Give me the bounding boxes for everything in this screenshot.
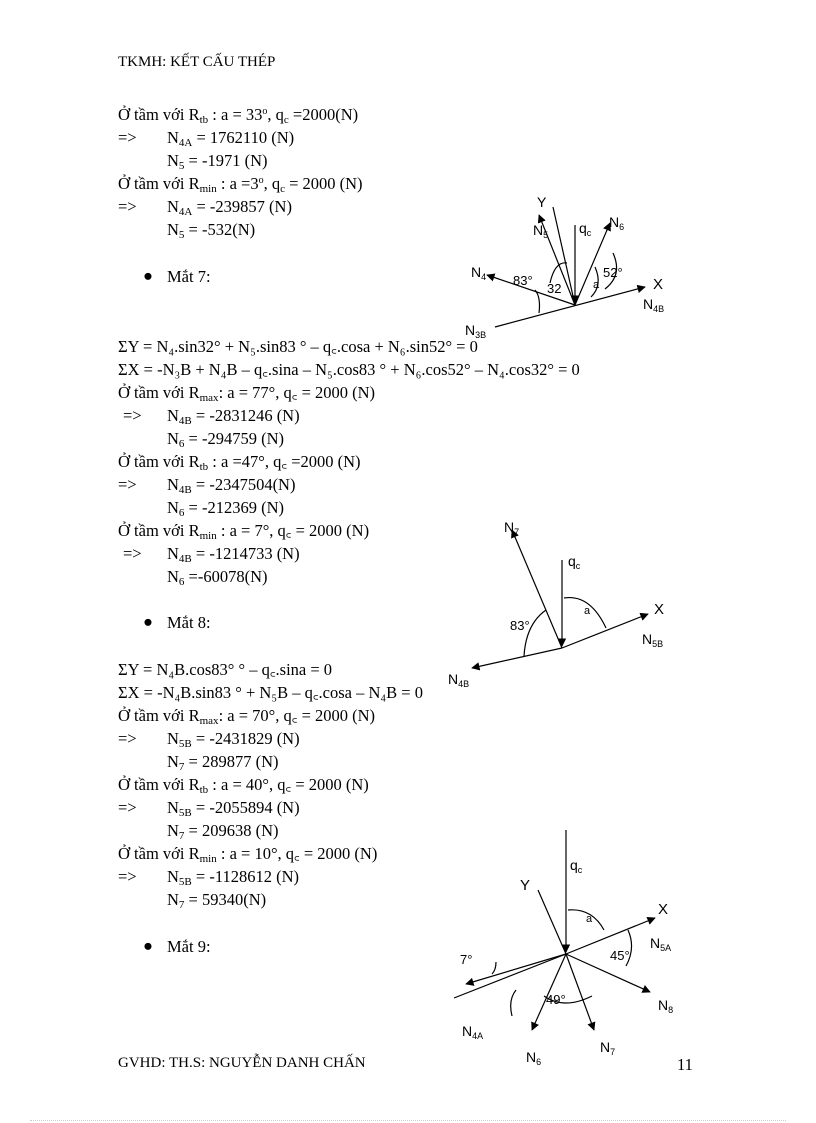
bullet-icon: ● [143, 936, 153, 955]
force-diagram-node9 [440, 830, 700, 1080]
equation-sum-x: ΣX = -N₃B + N₄B – q꜀.sina – N₅.cos83 ° + N₆.cos52° – N₄.cos32° = 0 [118, 360, 580, 379]
arrow-symbol: => [123, 406, 142, 425]
label-n7: $N_7$ [504, 519, 520, 537]
label-angle-a: a [584, 605, 591, 617]
result-n6: $N_6 =-60078(N)$ [167, 567, 268, 588]
label-qc: $q_c$ [570, 857, 583, 875]
result-n7: $N_7 = 289877$ (N) [167, 752, 279, 773]
force-diagram-node7 [455, 185, 695, 345]
label-angle-49: 49° [546, 992, 566, 1007]
condition-min-line: Ở tầm với $R_{min}$ : a = 7°, q꜀ = 2000 (N) [118, 521, 370, 542]
label-qc: $q_c$ [568, 553, 581, 571]
label-angle-7: 7° [460, 952, 473, 967]
label-x: X [658, 901, 669, 918]
result-n5b: $N_{5B} = -2055894$ (N) [167, 798, 300, 819]
condition-tb-line: Ở tầm với $R_{tb}$ : a =47°, q꜀ =2000 (N) [118, 452, 361, 473]
label-n4b: $N_{4B}$ [448, 671, 470, 689]
section-title-mat8: Mắt 8: [167, 613, 211, 632]
label-n8: $N_8$ [658, 997, 674, 1015]
result-n4a: $N_{4A} = 1762110$ (N) [167, 128, 295, 149]
label-n4a: $N_{4A}$ [462, 1023, 484, 1041]
result-n4b: $N_{4B} = -1214733$ (N) [167, 544, 300, 565]
label-n4: $N_4$ [471, 264, 487, 282]
label-n6: $N_6$ [609, 214, 625, 232]
result-n6: $N_6 = -294759$ (N) [167, 429, 285, 450]
equation-sum-y: ΣY = N₄.sin32° + N₅.sin83 ° – q꜀.cosa + N₆.sin52° = 0 [118, 337, 478, 356]
bullet-icon: ● [143, 266, 153, 285]
condition-max-line: Ở tầm với $R_{max}$: a = 77°, q꜀ = 2000 (N) [118, 383, 376, 404]
label-qc: $q_c$ [579, 220, 592, 238]
label-angle-83: 83° [510, 618, 530, 633]
label-x: X [653, 276, 664, 293]
label-n5b: $N_{5B}$ [642, 631, 664, 649]
label-n6: $N_6$ [526, 1049, 542, 1067]
arrow-symbol: => [118, 798, 137, 817]
result-n5b: $N_{5B} = -1128612$ (N) [167, 867, 299, 888]
result-n6: $N_6 = -212369$ (N) [167, 498, 285, 519]
result-n5b: $N_{5B} = -2431829$ (N) [167, 729, 300, 750]
section-title-mat7: Mắt 7: [167, 267, 211, 286]
condition-tb-line: Ở tầm với $R_{tb}$ : a = 40°, q꜀ = 2000 (N) [118, 775, 369, 796]
label-n4b: $N_{4B}$ [643, 296, 665, 314]
label-n7: $N_7$ [600, 1039, 616, 1057]
arrow-symbol: => [118, 128, 137, 147]
condition-min-line: Ở tầm với $R_{min}$ : a = 10°, q꜀ = 2000 (N) [118, 844, 378, 865]
arrow-symbol: => [118, 729, 137, 748]
label-y: Y [520, 877, 531, 894]
section-title-mat9: Mắt 9: [167, 937, 211, 956]
label-angle-a: a [586, 913, 593, 925]
result-n4b: $N_{4B} = -2347504(N)$ [167, 475, 296, 496]
result-n7: $N_7 = 59340(N)$ [167, 890, 267, 911]
label-n5a: $N_{5A}$ [650, 935, 672, 953]
bullet-icon: ● [143, 612, 153, 631]
label-n3b: $N_{3B}$ [465, 322, 487, 340]
label-x: X [654, 601, 665, 618]
label-angle-52: 52° [603, 265, 623, 280]
arrow-symbol: => [123, 544, 142, 563]
condition-tb-line: Ở tầm với $R_{tb}$ : $a = 33^o$, $q_c =2000(N)$ [118, 105, 359, 126]
label-angle-45: 45° [610, 948, 630, 963]
condition-min-line: Ở tầm với $R_{min}$ : $a =3^o$, $q_c = 2000$ (N) [118, 174, 363, 195]
arrow-symbol: => [118, 867, 137, 886]
page-header: TKMH: KẾT CẤU THÉP [118, 54, 276, 70]
result-n5: $N_5 = -532(N)$ [167, 220, 256, 241]
equation-sum-x: ΣX = -N₄B.sin83 ° + N₅B – q꜀.cosa – N₄B = 0 [118, 683, 423, 702]
label-angle-83: 83° [513, 273, 533, 288]
result-n4b: $N_{4B} = -2831246$ (N) [167, 406, 300, 427]
label-angle-a: a [593, 279, 600, 291]
condition-max-line: Ở tầm với $R_{max}$: a = 70°, q꜀ = 2000 (N) [118, 706, 376, 727]
result-n4a: $N_{4A} = -239857$ (N) [167, 197, 292, 218]
arrow-symbol: => [118, 475, 137, 494]
label-angle-32: 32 [547, 281, 562, 296]
result-n7: $N_7 = 209638$ (N) [167, 821, 279, 842]
arrow-symbol: => [118, 197, 137, 216]
equation-sum-y: ΣY = N₄B.cos83° ° – q꜀.sina = 0 [118, 660, 333, 679]
page-footer: GVHD: TH.S: NGUYỄN DANH CHẤN [118, 1055, 366, 1071]
bottom-divider [30, 1120, 786, 1121]
result-n5: $N_5 = -1971$ (N) [167, 151, 268, 172]
label-n5: $N_5$ [533, 222, 549, 240]
label-y: Y [537, 194, 547, 210]
force-diagram-node8 [440, 510, 700, 700]
page-number: 11 [677, 1055, 693, 1074]
